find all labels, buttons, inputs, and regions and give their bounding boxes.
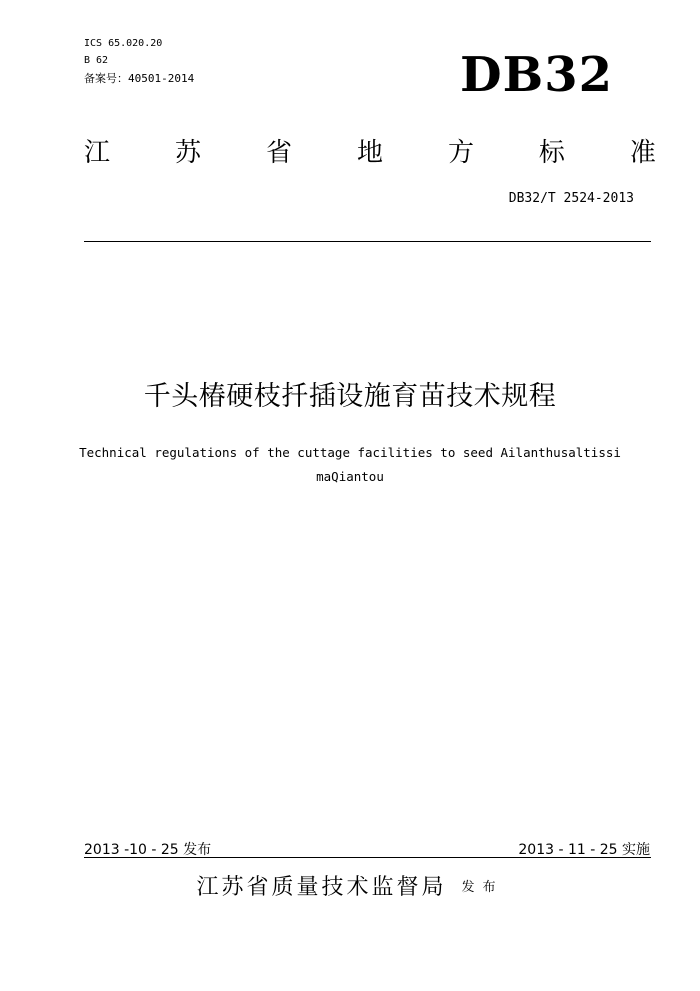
standard-type-char: 苏 [174, 138, 201, 168]
standard-type-char: 标 [538, 138, 565, 168]
implement-date: 2013 - 11 - 25 实施 [518, 842, 650, 858]
footer-divider [84, 857, 651, 858]
document-title-english: Technical regulations of the cuttage facilities to seed Ailanthusaltissi maQiantou [79, 445, 621, 484]
header-divider [84, 241, 651, 242]
standard-type-char: 地 [356, 138, 383, 168]
publisher-name: 江苏省质量技术监督局 [196, 875, 447, 900]
publisher-suffix: 发布 [461, 880, 504, 895]
standard-type-char: 方 [447, 138, 474, 168]
standard-number: DB32/T 2524-2013 [508, 191, 634, 206]
standard-type-heading [84, 136, 656, 170]
publish-date: 2013 -10 - 25 发布 [84, 842, 212, 858]
document-title-chinese: 千头椿硬枝扦插设施育苗技术规程 [143, 381, 557, 412]
standard-type-char: 准 [629, 138, 656, 168]
standard-type-char: 省 [265, 138, 292, 168]
standard-type-char: 江 [84, 138, 111, 168]
classification-code: B 62 [84, 55, 109, 66]
ics-code: ICS 65.020.20 [84, 38, 163, 49]
filing-number: 备案号：40501-2014 [84, 72, 195, 85]
publisher-line [0, 870, 700, 901]
standard-logo: DB32 [460, 47, 613, 103]
